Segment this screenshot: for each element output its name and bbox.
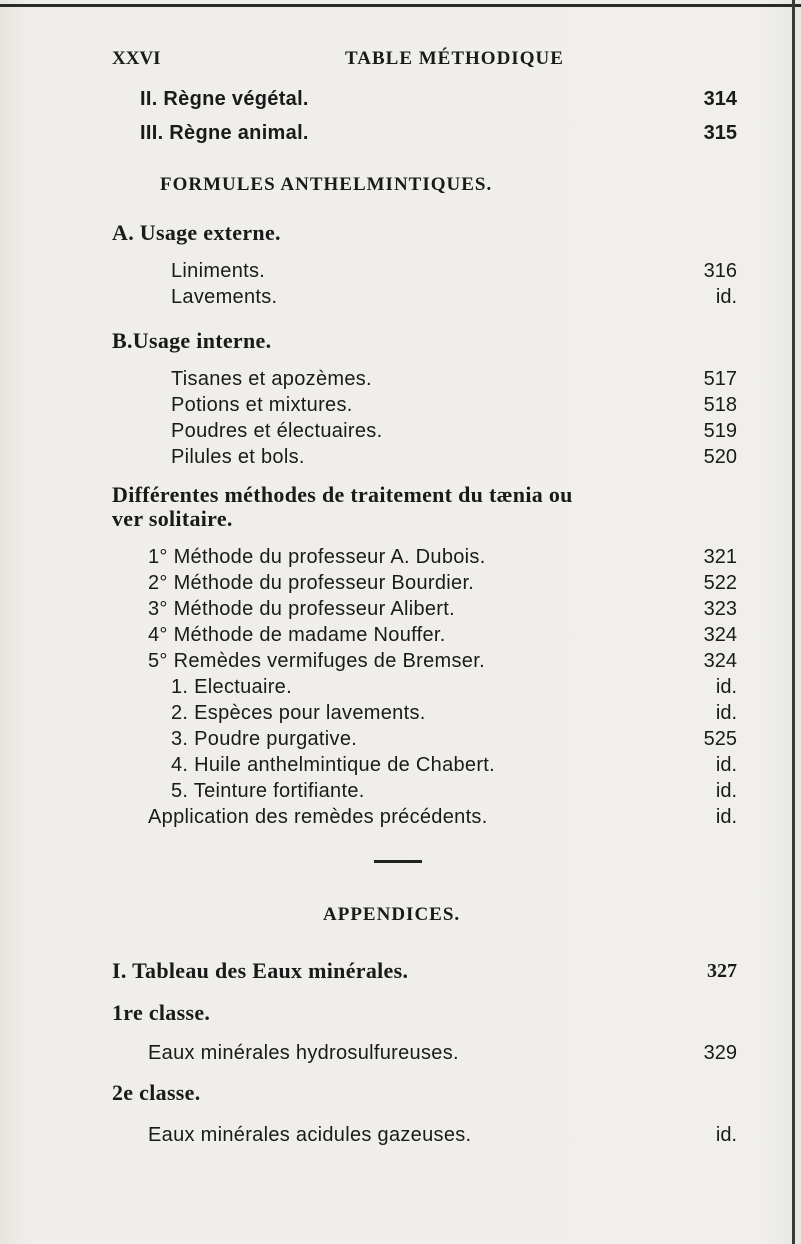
list-item: Eaux minérales acidules gazeuses. — [148, 1124, 472, 1146]
section-b-title: B.Usage interne. — [112, 328, 272, 353]
running-header — [112, 48, 572, 78]
classe-1-title: 1re classe. — [112, 1000, 211, 1025]
entry-page: 324 — [703, 650, 737, 672]
entry-page: id. — [715, 676, 737, 698]
entry-page: 321 — [703, 546, 737, 568]
list-item: 2. Espèces pour lavements. — [171, 702, 426, 724]
entry-page: 522 — [703, 572, 737, 594]
list-item: 2° Méthode du professeur Bourdier. — [148, 572, 475, 594]
entry-page: id. — [715, 1124, 737, 1146]
entry-page: 517 — [703, 368, 737, 390]
entry-page: 329 — [703, 1042, 737, 1064]
entry-page: id. — [715, 780, 737, 802]
entry-regne-vegetal: II. Règne végétal. — [140, 88, 309, 110]
entry-page: 520 — [703, 446, 737, 468]
section-a-title: A. Usage externe. — [112, 220, 281, 245]
header-title: TABLE MÉTHODIQUE — [345, 48, 564, 69]
entry-page: 323 — [703, 598, 737, 620]
classe-2-title: 2e classe. — [112, 1080, 201, 1105]
entry-page: id. — [715, 286, 737, 308]
list-item: 5° Remèdes vermifuges de Bremser. — [148, 650, 485, 672]
entry-page: 314 — [703, 88, 737, 110]
list-item: 4. Huile anthelmintique de Chabert. — [171, 754, 496, 776]
entry-regne-animal: III. Règne animal. — [140, 122, 309, 144]
methods-title-line2: ver solitaire. — [112, 506, 233, 531]
entry-page: 315 — [703, 122, 737, 144]
entry-page: 327 — [707, 960, 737, 982]
entry-page: 518 — [703, 394, 737, 416]
entry-page: 519 — [703, 420, 737, 442]
entry-page: 324 — [703, 624, 737, 646]
formules-title: FORMULES ANTHELMINTIQUES. — [160, 174, 493, 195]
list-item: 4° Méthode de madame Nouffer. — [148, 624, 446, 646]
list-item: Application des remèdes précédents. — [148, 806, 488, 828]
methods-title-line1: Différentes méthodes de traitement du tænia ou — [112, 482, 573, 507]
right-border — [792, 0, 795, 1244]
list-item: 1° Méthode du professeur A. Dubois. — [148, 546, 486, 568]
list-item: Potions et mixtures. — [171, 394, 353, 416]
page-number: XXVI — [112, 48, 161, 69]
appendices-title: APPENDICES. — [323, 904, 461, 925]
list-item: 3° Méthode du professeur Alibert. — [148, 598, 455, 620]
list-item: 5. Teinture fortifiante. — [171, 780, 365, 802]
section-divider — [374, 860, 422, 863]
top-border — [0, 4, 801, 7]
list-item: Poudres et électuaires. — [171, 420, 383, 442]
list-item: Tisanes et apozèmes. — [171, 368, 372, 390]
entry-page: 525 — [703, 728, 737, 750]
list-item: Eaux minérales hydrosulfureuses. — [148, 1042, 459, 1064]
tableau-title: I. Tableau des Eaux minérales. — [112, 958, 409, 983]
entry-page: id. — [715, 754, 737, 776]
list-item: 3. Poudre purgative. — [171, 728, 358, 750]
list-item: Liniments. — [171, 260, 266, 282]
entry-page: id. — [715, 702, 737, 724]
list-item: Pilules et bols. — [171, 446, 305, 468]
entry-page: id. — [715, 806, 737, 828]
list-item: 1. Electuaire. — [171, 676, 292, 698]
list-item: Lavements. — [171, 286, 278, 308]
entry-page: 316 — [703, 260, 737, 282]
